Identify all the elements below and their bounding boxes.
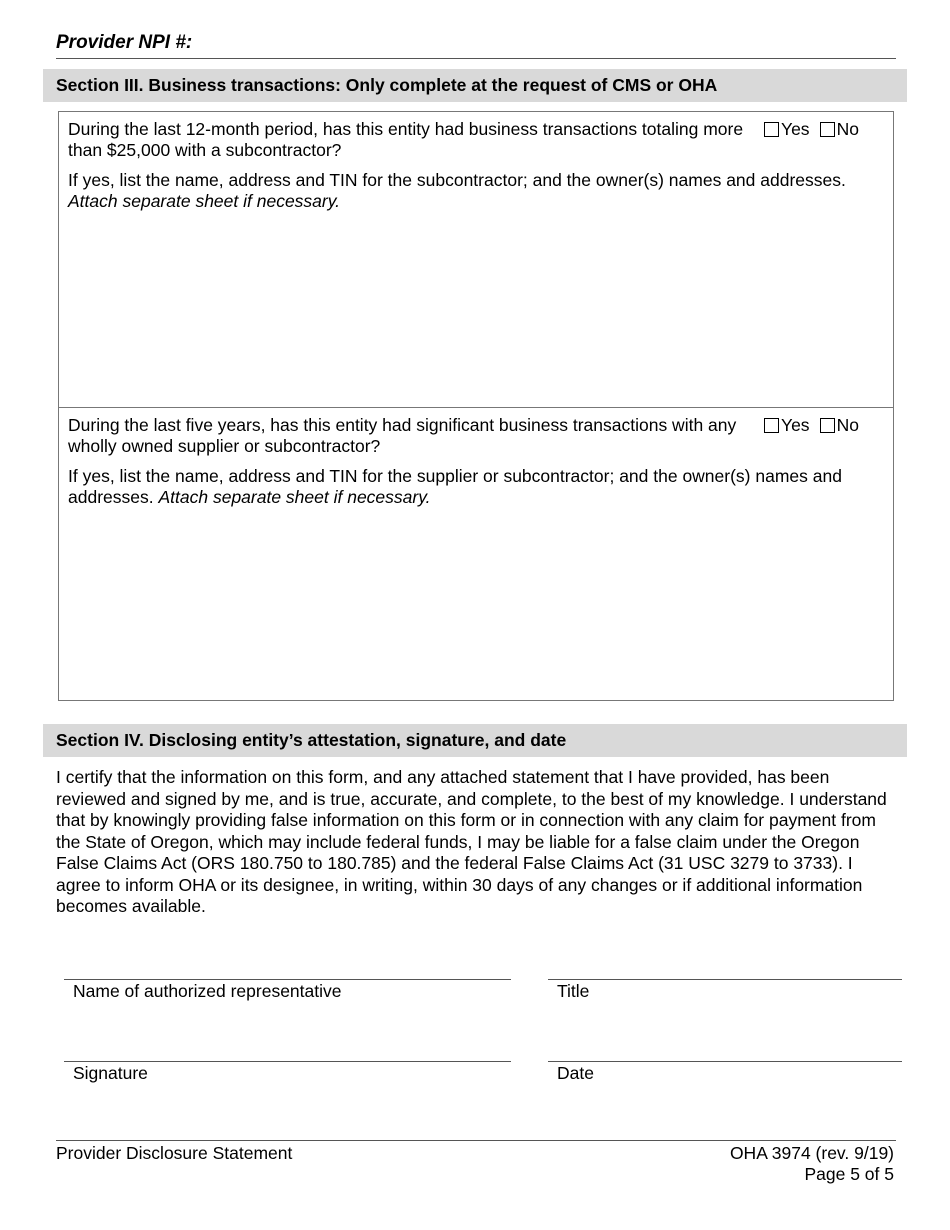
q2-yes-option[interactable] — [764, 415, 810, 435]
q1-no-option[interactable] — [820, 119, 859, 139]
q1-instruction-text: If yes, list the name, address and TIN for the subcontractor; and the owner(s) names and addresses. — [68, 170, 846, 190]
q1-yes-checkbox[interactable] — [764, 122, 779, 137]
q1-no-label: No — [836, 119, 859, 139]
signature-field-label: Signature — [73, 1063, 148, 1083]
q1-yes-option[interactable] — [764, 119, 810, 139]
title-field-label: Title — [557, 981, 590, 1001]
certification-text: I certify that the information on this form, and any attached statement that I have provided, has been reviewed and signed by me, and is true, accurate, and complete, to the best of my knowledge. I understand that by knowingly providing false information on this form or in connection with any claim for payment from the State of Oregon, which may include federal funds, I may be liable for a false claim under the Oregon False Claims Act (ORS 180.750 to 180.785) and the federal False Claims Act (31 USC 3279 to 3733). I agree to inform OHA or its designee, in writing, within 30 days of any changes or if additional information becomes available. — [56, 767, 887, 916]
q2-no-label: No — [836, 415, 859, 435]
date-signature-line[interactable] — [548, 1061, 902, 1062]
provider-npi-label: Provider NPI #: — [56, 32, 193, 53]
q1-no-checkbox[interactable] — [820, 122, 835, 137]
q1-instruction[interactable] — [68, 170, 868, 212]
signature-line[interactable] — [64, 1061, 511, 1062]
q2-no-checkbox[interactable] — [820, 418, 835, 433]
q2-box — [58, 407, 894, 701]
footer-rule — [56, 1140, 896, 1141]
q2-yes-checkbox[interactable] — [764, 418, 779, 433]
q2-yes-no — [764, 415, 869, 436]
q2-instruction[interactable] — [68, 466, 868, 508]
q2-instruction-text: If yes, list the name, address and TIN for the supplier or subcontractor; and the owner(s) names and addresses. — [68, 466, 842, 507]
q1-box — [58, 111, 894, 408]
footer-form-number: OHA 3974 (rev. 9/19) — [729, 1143, 894, 1163]
footer-right — [730, 1143, 894, 1185]
q1-yes-no — [764, 119, 869, 140]
name-field-label: Name of authorized representative — [73, 981, 342, 1001]
title-signature-line[interactable] — [548, 979, 902, 980]
name-signature-line[interactable] — [64, 979, 511, 980]
section-4-header: Section IV. Disclosing entity’s attestation, signature, and date — [43, 724, 907, 757]
date-field-label: Date — [557, 1063, 594, 1083]
q2-no-option[interactable] — [820, 415, 859, 435]
q2-instruction-italic: Attach separate sheet if necessary. — [158, 487, 431, 507]
q2-question: During the last five years, has this entity had significant business transactions with any wholly owned supplier or subcontractor? — [68, 415, 737, 456]
q1-question: During the last 12-month period, has this entity had business transactions totaling more than $25,000 with a subcontractor? — [68, 119, 744, 160]
q1-yes-label: Yes — [781, 119, 810, 139]
footer-page-number: Page 5 of 5 — [804, 1164, 894, 1184]
section-3-header: Section III. Business transactions: Only complete at the request of CMS or OHA — [43, 69, 907, 102]
footer-doc-title: Provider Disclosure Statement — [56, 1143, 293, 1163]
q1-instruction-italic: Attach separate sheet if necessary. — [68, 191, 341, 211]
q2-yes-label: Yes — [781, 415, 810, 435]
npi-underline — [56, 58, 896, 59]
